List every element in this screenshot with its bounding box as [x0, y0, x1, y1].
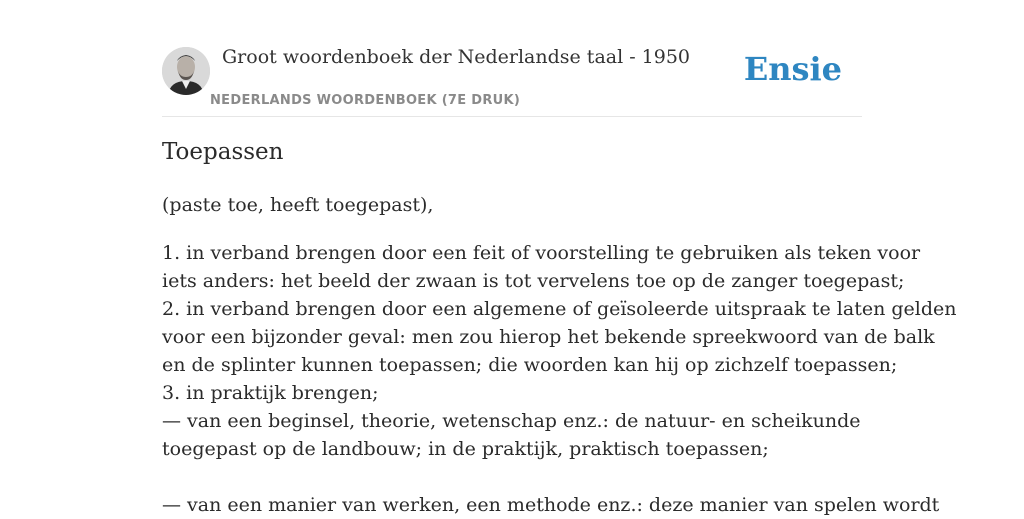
definition-line: — van een manier van werken, een methode enz.: deze manier van spelen wordt — [162, 494, 940, 516]
entry-title: Toepassen — [162, 139, 284, 165]
paragraph-gap — [162, 463, 867, 491]
definition-line: 3. in praktijk brengen; — [162, 382, 379, 404]
definition-line: toegepast op de landbouw; in de praktijk, praktisch toepassen; — [162, 438, 769, 460]
portrait-photo-icon — [162, 47, 210, 95]
definition-line: 2. in verband brengen door een algemene of geïsoleerde uitspraak te laten gelden — [162, 298, 957, 320]
definition-line: — van een beginsel, theorie, wetenschap enz.: de natuur- en scheikunde — [162, 410, 861, 432]
author-avatar[interactable] — [162, 47, 210, 95]
entry-definitions — [162, 239, 957, 519]
definition-line: 1. in verband brengen door een feit of voorstelling te gebruiken als teken voor — [162, 242, 921, 264]
definition-line: voor een bijzonder geval: men zou hierop het bekende spreekwoord van de balk — [162, 326, 935, 348]
source-header — [162, 44, 862, 117]
source-title[interactable]: Groot woordenboek der Nederlandse taal - 1950 — [222, 46, 691, 68]
source-subtitle[interactable]: NEDERLANDS WOORDENBOEK (7E DRUK) — [210, 93, 521, 108]
definition-line: iets anders: het beeld der zwaan is tot vervelens toe op de zanger toegepast; — [162, 270, 905, 292]
ensie-logo[interactable]: Ensie — [743, 50, 842, 88]
entry-grammar: (paste toe, heeft toegepast), — [162, 194, 434, 216]
definition-line: en de splinter kunnen toepassen; die woorden kan hij op zichzelf toepassen; — [162, 354, 898, 376]
